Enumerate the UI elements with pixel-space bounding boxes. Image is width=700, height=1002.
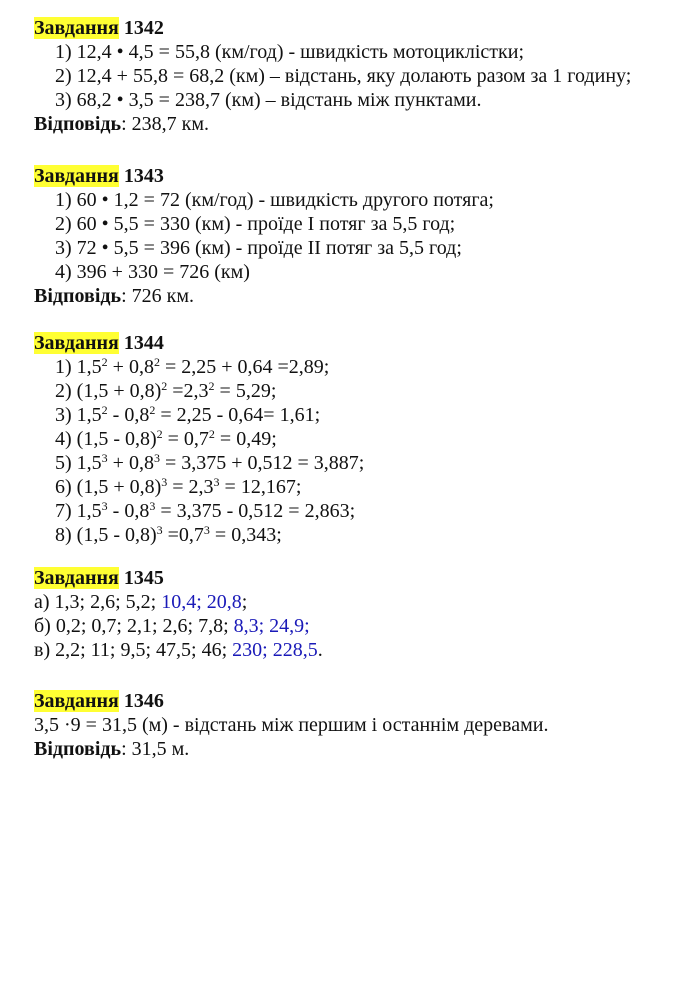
line-text: 8) (1,5 - 0,8): [55, 524, 157, 546]
answer-values: 8,3; 24,9;: [233, 615, 310, 637]
line-text: 4) 396 + 330 = 726 (км): [55, 261, 250, 283]
line-text: 1) 12,4 • 4,5 = 55,8 (км/год) - швидкість мотоциклістки;: [55, 41, 525, 63]
exponent: 3: [161, 475, 168, 489]
line-text: б) 0,2; 0,7; 2,1; 2,6; 7,8;: [34, 615, 234, 637]
line-text: = 3,375 + 0,512 = 3,887;: [159, 452, 365, 474]
line-text: - 0,8: [107, 404, 150, 426]
exponent: 3: [149, 499, 156, 513]
answer-value: : 726 км.: [121, 285, 195, 307]
line-text: 6) (1,5 + 0,8): [55, 476, 162, 498]
task-number: 1345: [123, 567, 164, 589]
line-text: = 2,3: [167, 476, 214, 498]
line-text: 2) 12,4 + 55,8 = 68,2 (км) – відстань, яку долають разом за 1 годину;: [55, 65, 632, 87]
task-heading: [34, 16, 631, 40]
task-number: 1344: [123, 332, 164, 354]
task-1344: [34, 331, 364, 547]
exponent: 2: [161, 379, 168, 393]
task-number: 1342: [123, 17, 164, 39]
line-text: а) 1,3; 2,6; 5,2;: [34, 591, 162, 613]
solution-line: [34, 64, 631, 88]
task-1345: [34, 566, 323, 662]
task-label: Завдання: [34, 165, 119, 187]
solution-line: [34, 379, 364, 403]
answer-label: Відповідь: [34, 285, 122, 307]
solution-line: [34, 451, 364, 475]
answer-value: : 31,5 м.: [121, 738, 190, 760]
line-text: 5) 1,5: [55, 452, 102, 474]
exponent: 2: [208, 427, 215, 441]
solution-line: [34, 88, 631, 112]
solution-line: [34, 236, 494, 260]
line-text: 1) 60 • 1,2 = 72 (км/год) - швидкість другого потяга;: [55, 189, 494, 211]
line-text: 2) (1,5 + 0,8): [55, 380, 162, 402]
exponent: 2: [208, 379, 215, 393]
solution-line: [34, 403, 364, 427]
task-number: 1346: [123, 690, 164, 712]
line-text: в) 2,2; 11; 9,5; 47,5; 46;: [34, 639, 233, 661]
answer-label: Відповідь: [34, 113, 122, 135]
task-label: Завдання: [34, 690, 119, 712]
exponent: 2: [153, 355, 160, 369]
solution-line: [34, 260, 494, 284]
line-text: 4) (1,5 - 0,8): [55, 428, 157, 450]
line-text: 3) 68,2 • 3,5 = 238,7 (км) – відстань між пунктами.: [55, 89, 482, 111]
line-text: - 0,8: [107, 500, 150, 522]
task-heading: [34, 566, 323, 590]
answer-label: Відповідь: [34, 738, 122, 760]
task-label: Завдання: [34, 567, 119, 589]
solution-line: [34, 427, 364, 451]
line-text: 3) 1,5: [55, 404, 102, 426]
line-text: = 2,25 + 0,64 =2,89;: [159, 356, 330, 378]
solution-line: [34, 713, 548, 737]
line-text: 1) 1,5: [55, 356, 102, 378]
solution-line: [34, 355, 364, 379]
line-text: 3) 72 • 5,5 = 396 (км) - проїде ІІ потяг за 5,5 год;: [55, 237, 462, 259]
line-text: = 0,49;: [214, 428, 277, 450]
answer-values: 10,4; 20,8: [161, 591, 242, 613]
task-1346: [34, 689, 548, 761]
task-number: 1343: [123, 165, 164, 187]
exponent: 2: [101, 355, 108, 369]
line-text: =2,3: [167, 380, 209, 402]
exponent: 3: [203, 523, 210, 537]
solution-line: [34, 523, 364, 547]
line-text: 2) 60 • 5,5 = 330 (км) - проїде І потяг за 5,5 год;: [55, 213, 456, 235]
task-label: Завдання: [34, 332, 119, 354]
answer-line: [34, 112, 631, 136]
line-text: =0,7: [162, 524, 204, 546]
solution-line: [34, 638, 323, 662]
task-heading: [34, 331, 364, 355]
line-text: = 12,167;: [219, 476, 302, 498]
line-text: ;: [241, 591, 248, 613]
task-heading: [34, 689, 548, 713]
solution-line: [34, 475, 364, 499]
line-text: = 0,343;: [209, 524, 282, 546]
exponent: 2: [101, 403, 108, 417]
answer-value: : 238,7 км.: [121, 113, 210, 135]
exponent: 3: [101, 499, 108, 513]
line-text: = 2,25 - 0,64= 1,61;: [155, 404, 321, 426]
solution-line: [34, 40, 631, 64]
exponent: 3: [153, 451, 160, 465]
answer-values: 230; 228,5: [232, 639, 318, 661]
task-label: Завдання: [34, 17, 119, 39]
solution-line: [34, 499, 364, 523]
line-text: .: [317, 639, 323, 661]
line-text: 7) 1,5: [55, 500, 102, 522]
exponent: 3: [156, 523, 163, 537]
solution-line: [34, 212, 494, 236]
answer-line: [34, 284, 494, 308]
exponent: 3: [213, 475, 220, 489]
exponent: 3: [101, 451, 108, 465]
line-text: + 0,8: [107, 356, 154, 378]
answer-line: [34, 737, 548, 761]
line-text: + 0,8: [107, 452, 154, 474]
solution-line: [34, 188, 494, 212]
line-text: = 5,29;: [214, 380, 277, 402]
exponent: 2: [149, 403, 156, 417]
solution-line: [34, 590, 323, 614]
task-1343: [34, 164, 494, 308]
task-heading: [34, 164, 494, 188]
line-text: = 0,7: [162, 428, 209, 450]
exponent: 2: [156, 427, 163, 441]
solution-line: [34, 614, 323, 638]
task-1342: [34, 16, 631, 136]
line-text: 3,5 ·9 = 31,5 (м) - відстань між першим і останнім деревами.: [34, 714, 549, 736]
line-text: = 3,375 - 0,512 = 2,863;: [155, 500, 356, 522]
